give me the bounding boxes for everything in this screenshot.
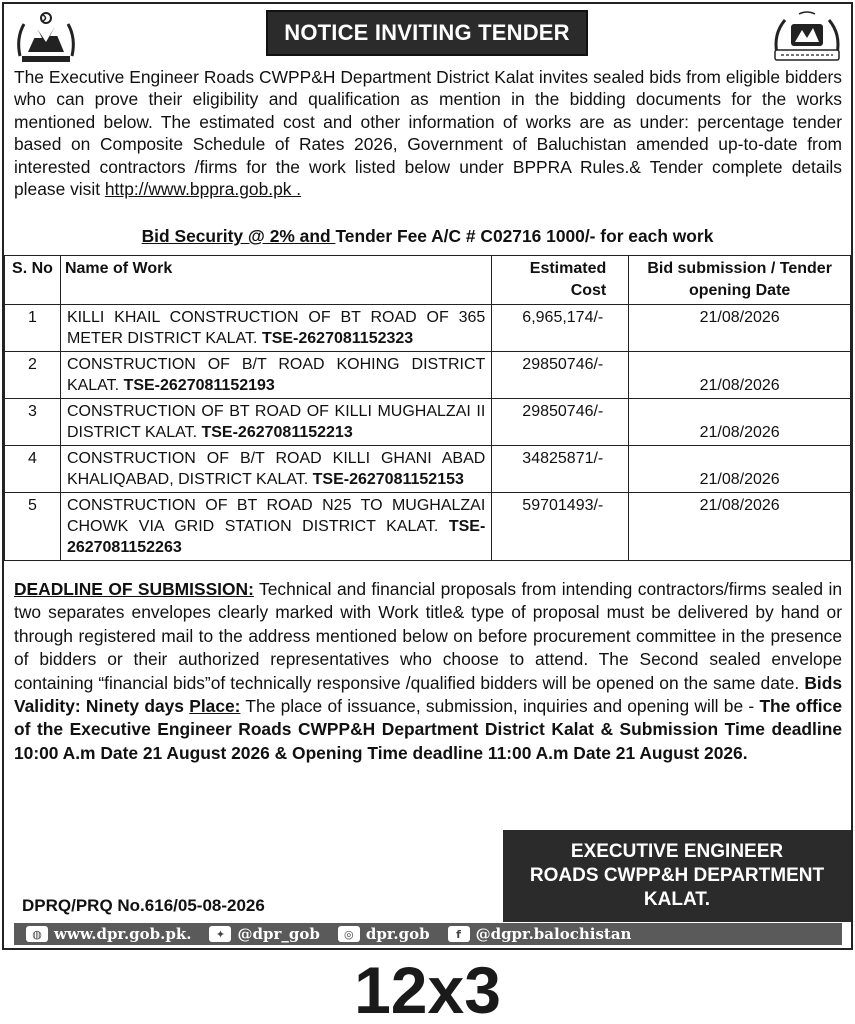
notice-title: NOTICE INVITING TENDER [266, 10, 588, 56]
twitter-icon: ✦ [209, 926, 231, 942]
work-name-text: CONSTRUCTION OF B/T ROAD KOHING DISTRICT KALAT. [66, 356, 486, 394]
tender-fee-text: Tender Fee A/C # C02716 1000/- for each work [335, 226, 714, 246]
facebook-icon: f [448, 926, 470, 942]
row-bid-date: 21/08/2026 [629, 399, 851, 446]
footer-social-bar [14, 923, 842, 945]
row-work-name [60, 493, 491, 561]
signature-location: KALAT. [643, 889, 711, 910]
row-work-name [60, 399, 491, 446]
footer-website[interactable] [26, 925, 191, 943]
row-bid-date: 21/08/2026 [629, 493, 851, 561]
tse-number: TSE-2627081152263 [66, 518, 486, 556]
bid-security-amount: Bid Security @ 2% and [141, 226, 336, 246]
twitter-handle: @dpr_gob [237, 925, 320, 943]
header-name-of-work: Name of Work [60, 256, 491, 305]
balochistan-emblem-logo [10, 8, 82, 66]
signature-block [503, 830, 851, 922]
table-row [5, 352, 851, 399]
table-row [5, 446, 851, 493]
row-estimated-cost: 6,965,174/- [492, 305, 629, 352]
table-row [5, 493, 851, 561]
bid-security-line [0, 226, 855, 247]
website-text: www.dpr.gob.pk. [54, 925, 192, 943]
place-text: The place of issuance, submission, inquiries and opening will be - [240, 696, 760, 717]
row-work-name [60, 352, 491, 399]
table-row [5, 399, 851, 446]
row-serial-no: 4 [5, 446, 61, 493]
footer-twitter[interactable] [209, 925, 319, 943]
row-serial-no: 1 [5, 305, 61, 352]
ad-size-label: 12x3 [354, 953, 501, 1024]
intro-text: The Executive Engineer Roads CWPP&H Department District Kalat invites sealed bids from eligible bidders who can prove their eligibility and qualification as mention in the bidding documents for the works mentioned below. The estimated cost and other information of works are as under: percentage tender based on Composite Schedule of Rates 2026, Government of Baluchistan amended up-to-date from interested contractors /firms for the work listed below under BPPRA Rules.& Tender complete details please visit [14, 67, 842, 200]
work-name-text: CONSTRUCTION OF BT ROAD OF KILLI MUGHALZAI II DISTRICT KALAT. [66, 403, 486, 441]
row-estimated-cost: 34825871/- [492, 446, 629, 493]
footer-instagram[interactable] [338, 925, 430, 943]
row-bid-date: 21/08/2026 [629, 305, 851, 352]
row-estimated-cost: 29850746/- [492, 352, 629, 399]
row-serial-no: 2 [5, 352, 61, 399]
row-bid-date: 21/08/2026 [629, 352, 851, 399]
row-work-name [60, 446, 491, 493]
row-serial-no: 3 [5, 399, 61, 446]
deadline-heading: DEADLINE OF SUBMISSION: [14, 579, 254, 599]
bppra-link[interactable]: http://www.bppra.gob.pk . [104, 179, 302, 200]
government-seal-logo [769, 8, 845, 66]
instagram-icon: ◎ [338, 926, 360, 942]
tse-number: TSE-2627081152153 [312, 471, 464, 488]
header-bid-date: Bid submission / Tender opening Date [629, 256, 851, 305]
header-serial-no: S. No [5, 256, 61, 305]
row-serial-no: 5 [5, 493, 61, 561]
place-label: Place: [189, 696, 241, 717]
header-estimated-cost: Estimated Cost [492, 256, 629, 305]
table-row [5, 305, 851, 352]
work-name-text: KILLI KHAIL CONSTRUCTION OF BT ROAD OF 365 METER DISTRICT KALAT. [66, 309, 486, 347]
deadline-paragraph [14, 578, 842, 765]
bids-validity: Bids Validity: Ninety days [14, 672, 842, 717]
dprq-reference-number: DPRQ/PRQ No.616/05-08-2026 [22, 896, 265, 915]
signature-title: EXECUTIVE ENGINEER [570, 841, 784, 862]
tse-number: TSE-2627081152193 [123, 377, 275, 394]
footer-facebook[interactable] [448, 925, 632, 943]
deadline-text: Technical and financial proposals from intending contractors/firms sealed in two separates envelopes clearly marked with Work title& type of proposal must be delivered by hand or through registered mail to the address mentioned below on before procurement committee in the presence of bidders or their authorized representatives who choose to attend. The Second sealed envelope containing “financial bids”of technically responsive /qualified bidders will be opened on the same date. [14, 579, 842, 693]
work-name-text: CONSTRUCTION OF BT ROAD N25 TO MUGHALZAI CHOWK VIA GRID STATION DISTRICT KALAT. [66, 497, 486, 535]
tse-number: TSE-2627081152213 [201, 424, 353, 441]
instagram-handle: dpr.gob [365, 925, 430, 943]
office-and-timings: The office of the Executive Engineer Roads CWPP&H Department District Kalat & Submission Time deadline 10:00 A.m Date 21 August 2026 & Opening Time deadline 11:00 A.m Date 21 August 2026. [14, 696, 842, 763]
row-estimated-cost: 59701493/- [492, 493, 629, 561]
row-bid-date: 21/08/2026 [629, 446, 851, 493]
work-name-text: CONSTRUCTION OF B/T ROAD KILLI GHANI ABAD KHALIQABAD, DISTRICT KALAT. [66, 450, 486, 488]
tse-number: TSE-2627081152323 [261, 330, 414, 347]
works-table [4, 255, 851, 561]
table-header-row [5, 256, 851, 305]
facebook-handle: @dgpr.balochistan [475, 925, 632, 943]
row-estimated-cost: 29850746/- [492, 399, 629, 446]
intro-paragraph [14, 66, 842, 200]
globe-icon: ◍ [26, 926, 48, 942]
signature-department: ROADS CWPP&H DEPARTMENT [529, 865, 825, 886]
row-work-name [60, 305, 491, 352]
